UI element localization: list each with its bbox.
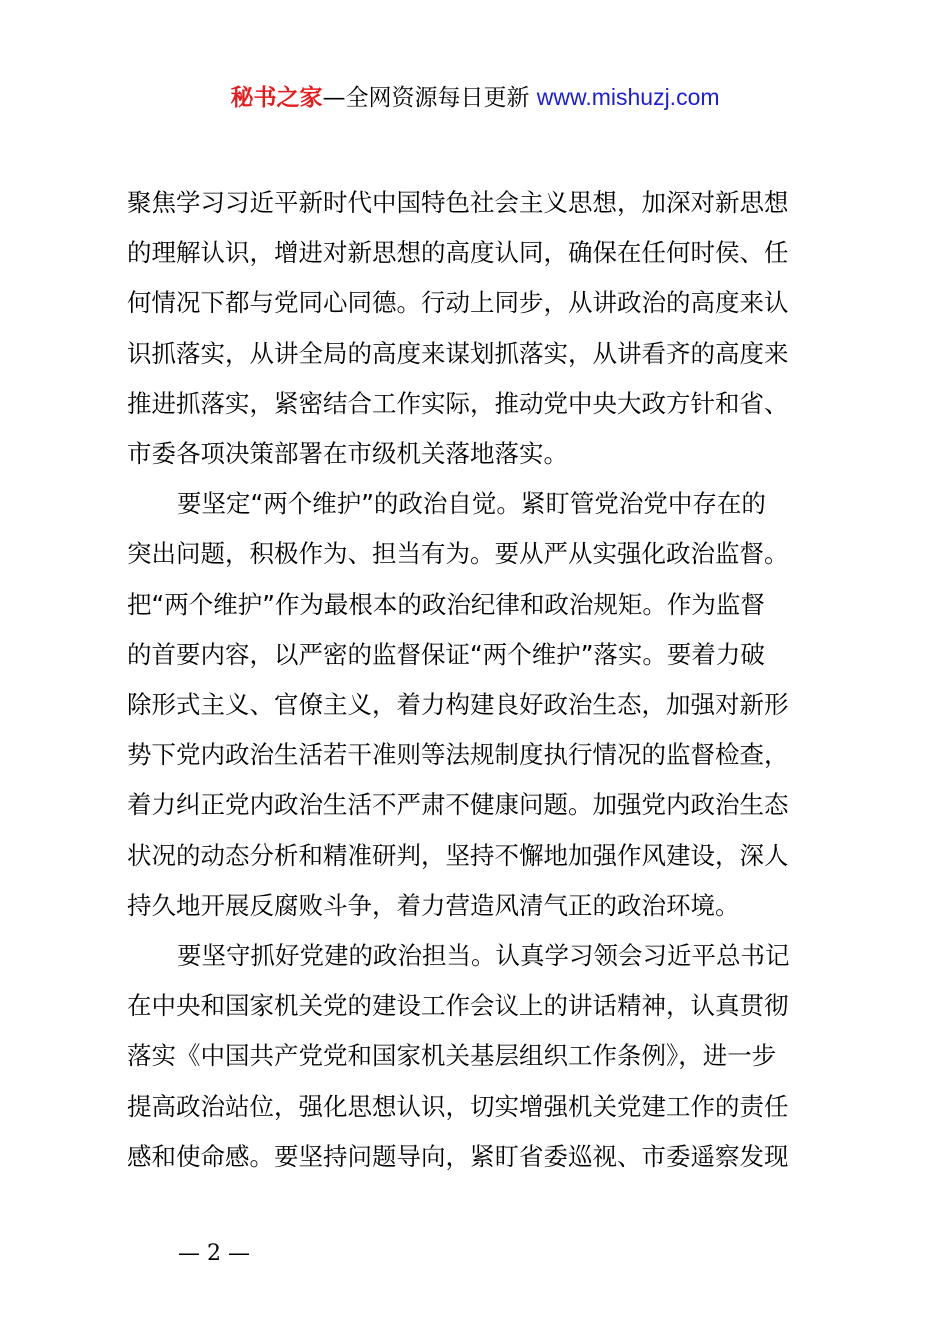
site-url-link[interactable]: www.mishuzj.com	[536, 84, 720, 110]
text-line: 何情况下都与党同心同德。行动上同步，从讲政治的高度来认	[127, 288, 789, 318]
text-line: 的理解认识，增进对新思想的高度认同，确保在任何时侯、任	[127, 238, 789, 268]
text-line: 着力纠正党内政治生活不严肃不健康问题。加强党内政治生态	[127, 790, 789, 820]
text-line: 在中央和国家机关党的建设工作会议上的讲话精神，认真贯彻	[127, 991, 789, 1021]
text-line: 提高政治站位，强化思想认识，切实增强机关党建工作的责任	[127, 1091, 789, 1121]
text-line: 势下党内政治生活若干准则等法规制度执行情况的监督检查，	[127, 740, 789, 770]
paragraph-start-line: 要坚守抓好党建的政治担当。认真学习领会习近平总书记	[177, 941, 790, 971]
text-line: 持久地开展反腐败斗争，着力营造风清气正的政治环境。	[127, 890, 740, 920]
page-number: — 2 —	[178, 1241, 250, 1266]
text-line: 市委各项决策部署在市级机关落地落实。	[127, 439, 568, 469]
text-line: 聚焦学习习近平新时代中国特色社会主义思想，加深对新思想	[127, 188, 789, 217]
text-line: 除形式主义、官僚主义，着力构建良好政治生态，加强对新形	[127, 690, 789, 720]
text-line: 突出问题，积极作为、担当有为。要从严从实强化政治监督。	[127, 539, 789, 569]
text-line: 推进抓落实，紧密结合工作实际，推动党中央大政方针和省、	[127, 388, 789, 418]
site-tagline: —全网资源每日更新	[322, 85, 537, 111]
text-line: 感和使命感。要坚持问题导向，紧盯省委巡视、市委遥察发现	[127, 1141, 789, 1171]
site-brand: 秘书之家	[230, 85, 323, 111]
text-line: 识抓落实，从讲全局的高度来谋划抓落实，从讲看齐的高度来	[127, 338, 789, 368]
text-line: 落实《中国共产党党和国家机关基层组织工作条例》，进一步	[127, 1041, 777, 1071]
text-line: 的首要内容，以严密的监督保证“两个维护”落实。要着力破	[127, 639, 765, 669]
document-body	[127, 178, 833, 1182]
text-line: 状况的动态分析和精准研判，坚持不懈地加强作风建设，深人	[127, 840, 789, 870]
site-header	[0, 82, 950, 113]
paragraph-start-line: 要坚定“两个维护”的政治自觉。紧盯管党治党中存在的	[177, 489, 766, 519]
text-line: 把“两个维护”作为最根本的政治纪律和政治规矩。作为监督	[127, 589, 765, 619]
